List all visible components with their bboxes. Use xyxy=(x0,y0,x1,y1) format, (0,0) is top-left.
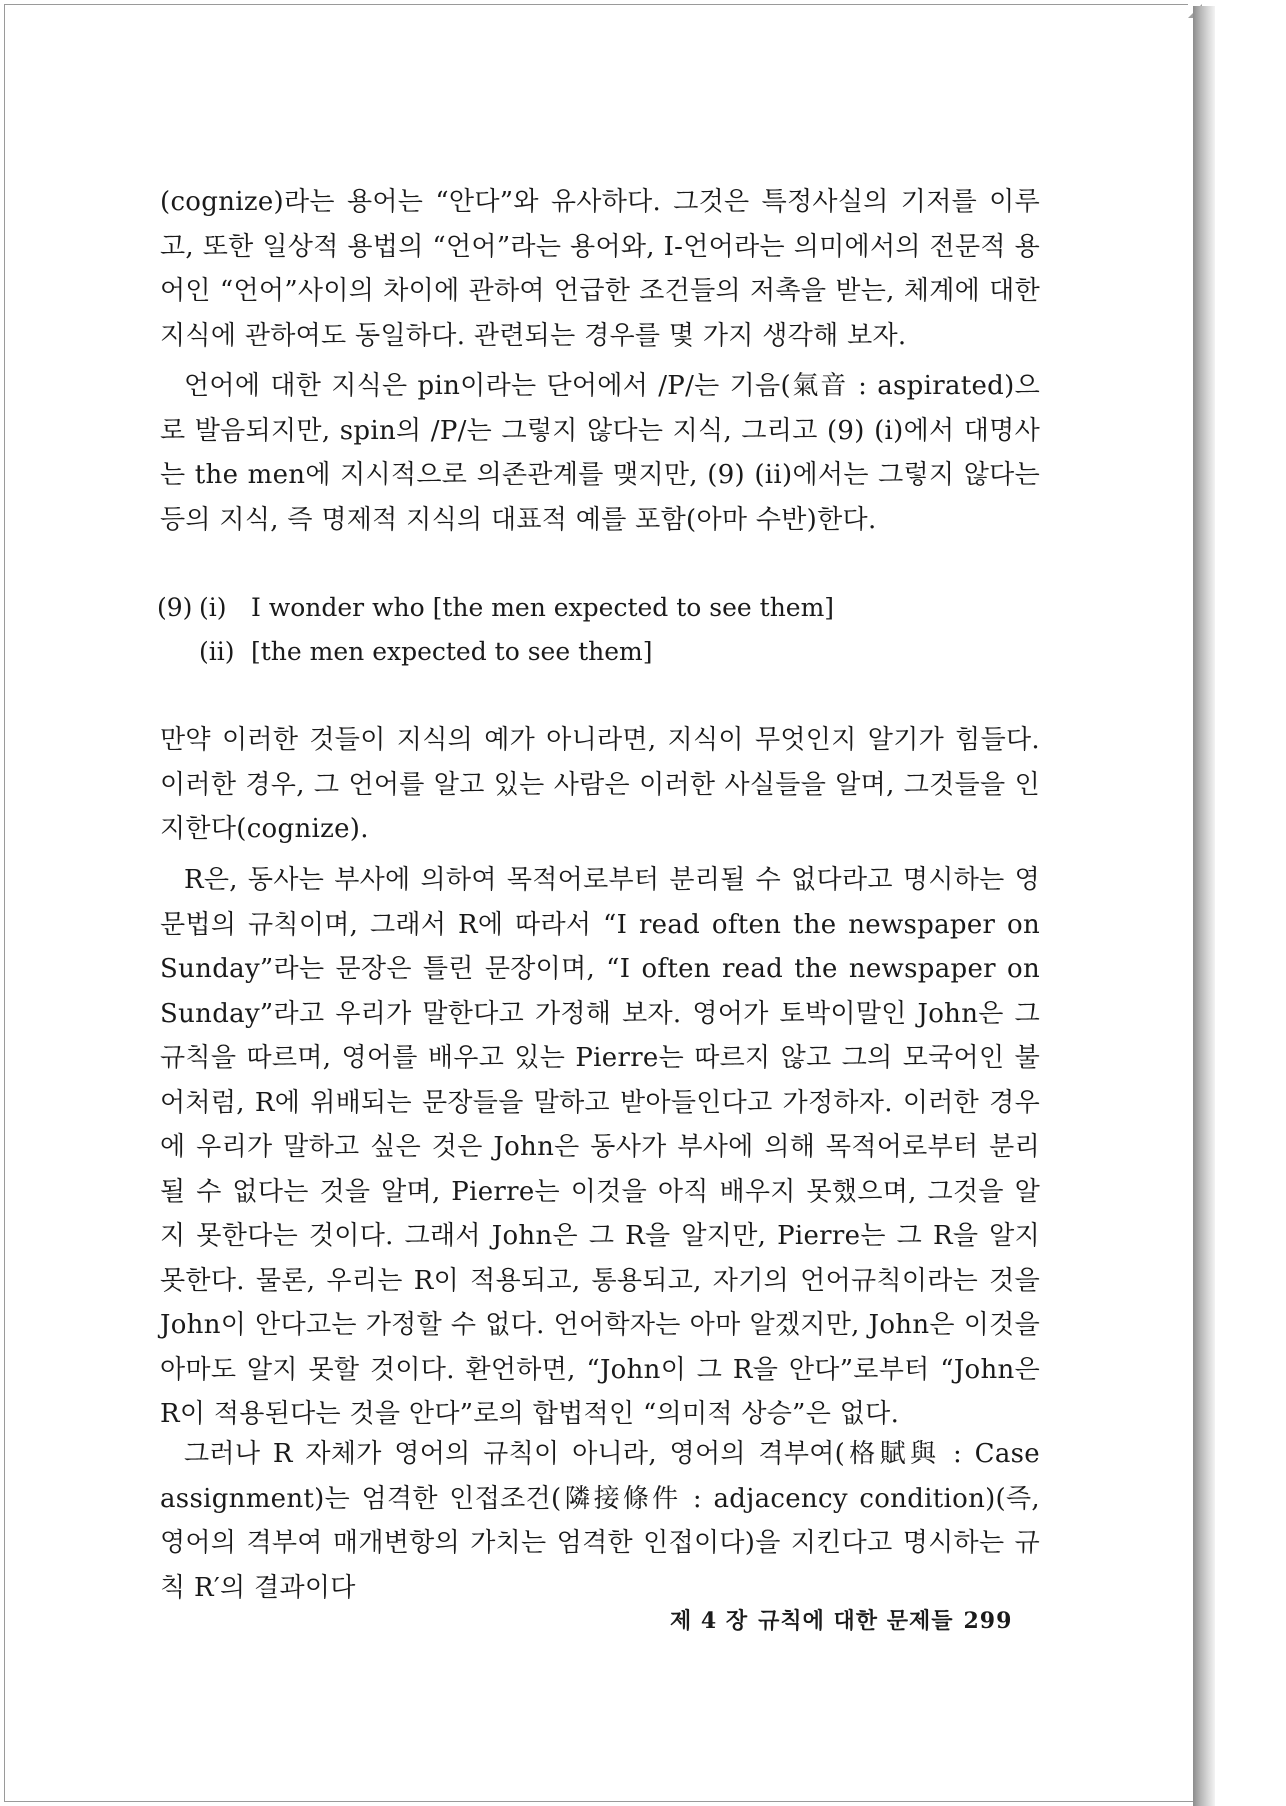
chapter-label: 제 4 장 xyxy=(670,1608,749,1634)
example-sub-label: (i) xyxy=(199,593,227,622)
running-footer xyxy=(670,1604,1022,1635)
text-block-4 xyxy=(160,858,1040,1437)
text-block-5 xyxy=(160,1432,1040,1610)
page-edge-shadow xyxy=(1193,6,1215,1806)
example-text: I wonder who [the men expected to see them] xyxy=(251,593,835,622)
paragraph-2: 언어에 대한 지식은 pin이라는 단어에서 /P/는 기음(氣音 : aspirated)으로 발음되지만, spin의 /P/는 그렇지 않다는 지식, 그리고 (9) (i)에서 대명사는 the men에 지시적으로 의존관계를 맺지만, (9) (ii)에서는 그렇지 않다는 등의 지식, 즉 명제적 지식의 대표적 예를 포함(아마 수반)한다. xyxy=(160,371,1040,535)
example-list xyxy=(157,586,1037,674)
example-sub-label: (ii) xyxy=(199,637,235,666)
paragraph-3: 만약 이러한 것들이 지식의 예가 아니라면, 지식이 무엇인지 알기가 힘들다. 이러한 경우, 그 언어를 알고 있는 사람은 이러한 사실들을 알며, 그것들을 인지한다(cognize). xyxy=(160,725,1040,844)
example-item xyxy=(157,586,1037,630)
text-block-3 xyxy=(160,718,1040,852)
text-block-1 xyxy=(160,180,1040,358)
example-number: (9) xyxy=(157,593,193,622)
paragraph-1: (cognize)라는 용어는 “안다”와 유사하다. 그것은 특정사실의 기저를 이루고, 또한 일상적 용법의 “언어”라는 용어와, I-언어라는 의미에서의 전문적 용어인 “언어”사이의 차이에 관하여 언급한 조건들의 저촉을 받는, 체계에 대한 지식에 관하여도 동일하다. 관련되는 경우를 몇 가지 생각해 보자. xyxy=(160,187,1040,351)
text-block-2 xyxy=(160,364,1040,542)
page-number: 299 xyxy=(963,1608,1013,1634)
paragraph-5: 그러나 R 자체가 영어의 규칙이 아니라, 영어의 격부여(格賦與 : Case assignment)는 엄격한 인접조건(隣接條件 : adjacency condition)(즉, 영어의 격부여 매개변항의 가치는 엄격한 인접이다)을 지킨다고 명시하는 규칙 R′의 결과이다 xyxy=(160,1439,1040,1603)
example-item xyxy=(157,630,1037,674)
chapter-title: 규칙에 대한 문제들 xyxy=(758,1608,954,1634)
example-text: [the men expected to see them] xyxy=(251,637,653,666)
paragraph-4: R은, 동사는 부사에 의하여 목적어로부터 분리될 수 없다라고 명시하는 영문법의 규칙이며, 그래서 R에 따라서 “I read often the newspaper on Sunday”라는 문장은 틀린 문장이며, “I often read the newspaper on Sunday”라고 우리가 말한다고 가정해 보자. 영어가 토박이말인 John은 그 규칙을 따르며, 영어를 배우고 있는 Pierre는 따르지 않고 그의 모국어인 불어처럼, R에 위배되는 문장들을 말하고 받아들인다고 가정하자. 이러한 경우에 우리가 말하고 싶은 것은 John은 동사가 부사에 의해 목적어로부터 분리될 수 없다는 것을 알며, Pierre는 이것을 아직 배우지 못했으며, 그것을 알지 못한다는 것이다. 그래서 John은 그 R을 알지만, Pierre는 그 R을 알지 못한다. 물론, 우리는 R이 적용되고, 통용되고, 자기의 언어규칙이라는 것을 John이 안다고는 가정할 수 없다. 언어학자는 아마 알겠지만, John은 이것을 아마도 알지 못할 것이다. 환언하면, “John이 그 R을 안다”로부터 “John은 R이 적용된다는 것을 안다”로의 합법적인 “의미적 상승”은 없다. xyxy=(160,865,1040,1429)
